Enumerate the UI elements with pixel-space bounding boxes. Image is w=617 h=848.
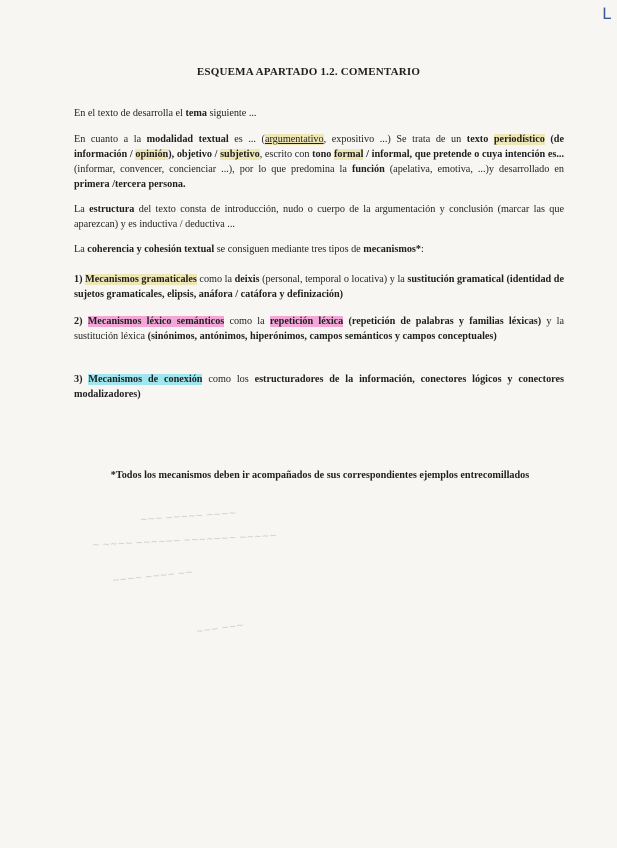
mod-t17: (informar, convencer, concienciar ...), por lo que predomina la — [74, 164, 347, 175]
m1-t3: como la — [196, 274, 235, 285]
m2-t5: (repetición de palabras y familias léxicas) — [343, 316, 542, 327]
m1-t6: sustitución gramatical — [407, 274, 504, 285]
mecanismo-2 — [74, 314, 564, 344]
mod-t9: opinión — [135, 149, 169, 160]
m1-t1: 1) — [74, 274, 86, 285]
mod-t6: texto — [466, 134, 489, 145]
mecanismo-3 — [74, 372, 564, 402]
mod-t14: formal — [334, 149, 364, 160]
coh-t5: : — [421, 244, 424, 255]
mod-t12: , escrito con — [259, 149, 313, 160]
mod-t5: , expositivo ...) Se trata de un — [323, 134, 467, 145]
mod-t18: función — [351, 164, 385, 175]
m2-t3: como la — [224, 316, 270, 327]
m3-t2: Mecanismos de conexión — [88, 374, 203, 385]
coherencia-paragraph — [74, 242, 564, 257]
show-through-scribble-2: ~ ~~~~ ~~~~~~ ~~~~~~~ ~~~~~ — [91, 531, 278, 551]
show-through-scribble-4: ~~~ ~~~ — [195, 620, 245, 638]
show-through-scribble-3: ~~~~ ~~~~ ~~ — [111, 567, 194, 587]
show-through-scribble-1: ~~~ ~~~~~ ~~~~ — [139, 508, 237, 526]
m2-t7: (sinónimos, antónimos, hiperónimos, campos semánticos y campos conceptuales) — [145, 331, 497, 342]
mod-t7: periodístico — [493, 134, 545, 145]
m1-t2: Mecanismos gramaticales — [85, 274, 197, 285]
footnote: *Todos los mecanismos deben ir acompañados de sus correspondientes ejemplos entrecomillados — [110, 470, 530, 481]
mod-t10: ), objetivo / — [168, 149, 221, 160]
m3-t3: como los — [202, 374, 255, 385]
mod-t11: subjetivo — [220, 149, 260, 160]
mod-t4: argumentativo — [264, 134, 324, 145]
est-t2: estructura — [89, 204, 135, 215]
m1-t5: (personal, temporal o locativa) y la — [259, 274, 408, 285]
mod-t15: / informal, — [363, 149, 413, 160]
corner-mark: L — [602, 4, 611, 23]
coh-t2: coherencia y cohesión textual — [87, 244, 215, 255]
m3-t4: estructuradores de la información, conectores lógicos y conectores modalizadores) — [74, 374, 564, 400]
intro-tema: tema — [185, 108, 207, 119]
est-t3: del texto consta de introducción, nudo o cuerpo de la argumentación y conclusión (marcar las que aparezcan) y es inductiva / deductiva ... — [74, 204, 565, 230]
m2-t6: y la sustitución léxica — [74, 316, 564, 342]
mod-t1: En cuanto a la — [74, 134, 147, 145]
m1-t7: (identidad de sujetos gramaticales, elipsis, anáfora / catáfora y definización) — [74, 274, 564, 300]
coh-t1: La — [74, 244, 88, 255]
coh-t3: se consiguen mediante tres tipos de — [214, 244, 364, 255]
intro-text-2: siguiente ... — [206, 108, 257, 119]
coh-t4: mecanismos* — [363, 244, 421, 255]
mod-t19: (apelativa, emotiva, ...)y desarrollado en — [384, 164, 564, 175]
mod-t2: modalidad textual — [146, 134, 229, 145]
mod-t16: que pretende o cuya intención es... — [414, 149, 565, 160]
mod-t20: primera /tercera persona. — [74, 179, 186, 190]
modalidad-paragraph — [74, 132, 564, 192]
m2-t4: repetición léxica — [269, 316, 344, 327]
mod-t3: es ... ( — [228, 134, 265, 145]
est-t1: La — [74, 204, 90, 215]
m2-t1: 2) — [74, 316, 88, 327]
intro-text-1: En el texto de desarrolla el — [74, 108, 186, 119]
m2-t2: Mecanismos léxico semánticos — [87, 316, 225, 327]
intro-paragraph — [74, 106, 564, 121]
m1-t4: deixis — [234, 274, 260, 285]
m3-t1: 3) — [74, 374, 89, 385]
mecanismo-1 — [74, 272, 564, 302]
estructura-paragraph — [74, 202, 564, 232]
mod-t13: tono — [312, 149, 335, 160]
mod-t8: (de información / — [74, 134, 564, 160]
page-title: ESQUEMA APARTADO 1.2. COMENTARIO — [196, 66, 421, 78]
